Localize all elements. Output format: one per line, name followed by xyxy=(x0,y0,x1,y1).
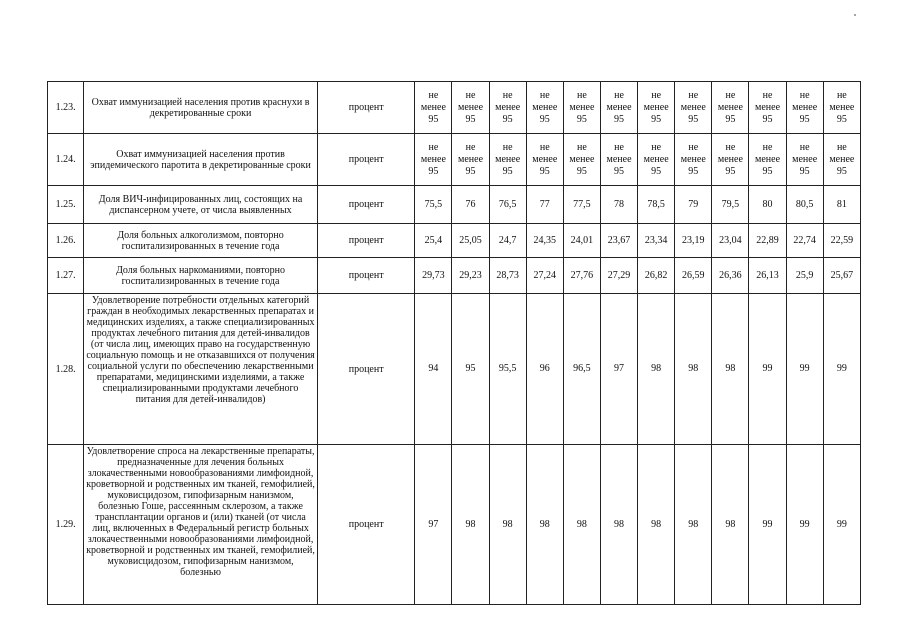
unit-cell: процент xyxy=(317,186,414,224)
value-cell: не менее 95 xyxy=(600,134,637,186)
value-cell: 28,73 xyxy=(489,258,526,294)
value-cell: 80 xyxy=(749,186,786,224)
value-cell: не менее 95 xyxy=(638,82,675,134)
table-body xyxy=(48,82,861,605)
value-cell: 22,59 xyxy=(823,224,860,258)
indicators-table xyxy=(47,81,861,605)
value-cell: не менее 95 xyxy=(489,82,526,134)
value-cell: не менее 95 xyxy=(563,82,600,134)
value-cell: не менее 95 xyxy=(452,134,489,186)
value-cell: не менее 95 xyxy=(749,134,786,186)
table-row xyxy=(48,186,861,224)
row-number: 1.28. xyxy=(48,294,84,445)
value-cell: 27,76 xyxy=(563,258,600,294)
value-cell: 98 xyxy=(712,294,749,445)
value-cell: 98 xyxy=(600,445,637,605)
value-cell: 23,34 xyxy=(638,224,675,258)
value-cell: не менее 95 xyxy=(415,134,452,186)
value-cell: не менее 95 xyxy=(749,82,786,134)
value-cell: не менее 95 xyxy=(638,134,675,186)
value-cell: не менее 95 xyxy=(526,82,563,134)
value-cell: 75,5 xyxy=(415,186,452,224)
value-cell: 23,19 xyxy=(675,224,712,258)
unit-cell: процент xyxy=(317,224,414,258)
unit-cell: процент xyxy=(317,82,414,134)
value-cell: 99 xyxy=(823,294,860,445)
value-cell: 99 xyxy=(786,445,823,605)
value-cell: 78 xyxy=(600,186,637,224)
indicator-name: Охват иммунизацией населения против эпидемического паротита в декретированные сроки xyxy=(84,134,318,186)
value-cell: 98 xyxy=(489,445,526,605)
value-cell: не менее 95 xyxy=(712,134,749,186)
row-number: 1.25. xyxy=(48,186,84,224)
value-cell: 24,35 xyxy=(526,224,563,258)
value-cell: 26,36 xyxy=(712,258,749,294)
value-cell: 99 xyxy=(749,445,786,605)
value-cell: 29,73 xyxy=(415,258,452,294)
unit-cell: процент xyxy=(317,134,414,186)
value-cell: 98 xyxy=(712,445,749,605)
scan-speck xyxy=(854,14,856,16)
unit-cell: процент xyxy=(317,258,414,294)
table-row xyxy=(48,258,861,294)
value-cell: не менее 95 xyxy=(563,134,600,186)
value-cell: не менее 95 xyxy=(415,82,452,134)
value-cell: не менее 95 xyxy=(526,134,563,186)
row-number: 1.26. xyxy=(48,224,84,258)
value-cell: 97 xyxy=(600,294,637,445)
value-cell: 26,13 xyxy=(749,258,786,294)
value-cell: 25,4 xyxy=(415,224,452,258)
value-cell: 23,04 xyxy=(712,224,749,258)
row-number: 1.27. xyxy=(48,258,84,294)
table-row xyxy=(48,294,861,445)
value-cell: не менее 95 xyxy=(823,82,860,134)
value-cell: 96,5 xyxy=(563,294,600,445)
value-cell: 98 xyxy=(638,294,675,445)
value-cell: не менее 95 xyxy=(786,82,823,134)
value-cell: 77,5 xyxy=(563,186,600,224)
value-cell: 22,89 xyxy=(749,224,786,258)
value-cell: 95,5 xyxy=(489,294,526,445)
value-cell: не менее 95 xyxy=(489,134,526,186)
indicator-name: Удовлетворение потребности отдельных категорий граждан в необходимых лекарственных препаратах и медицинских изделиях, а также специализированных продуктах лечебного питания для детей-инвалидов (от числа лиц, имеющих право на государственную социальную помощь и не отказавшихся от получения социальной услуги по обеспечению лекарственными препаратами, медицинскими изделиями, а также специализированными продуктами лечебного питания для детей-инвалидов) xyxy=(84,294,318,445)
table-row xyxy=(48,224,861,258)
value-cell: 25,67 xyxy=(823,258,860,294)
indicator-name: Доля больных алкоголизмом, повторно госпитализированных в течение года xyxy=(84,224,318,258)
row-number: 1.24. xyxy=(48,134,84,186)
value-cell: 23,67 xyxy=(600,224,637,258)
value-cell: 27,24 xyxy=(526,258,563,294)
value-cell: 98 xyxy=(675,294,712,445)
value-cell: 99 xyxy=(749,294,786,445)
value-cell: 76,5 xyxy=(489,186,526,224)
value-cell: 98 xyxy=(563,445,600,605)
value-cell: не менее 95 xyxy=(675,134,712,186)
value-cell: 98 xyxy=(526,445,563,605)
value-cell: 99 xyxy=(823,445,860,605)
value-cell: 79 xyxy=(675,186,712,224)
value-cell: 26,59 xyxy=(675,258,712,294)
value-cell: не менее 95 xyxy=(675,82,712,134)
value-cell: 29,23 xyxy=(452,258,489,294)
row-number: 1.23. xyxy=(48,82,84,134)
value-cell: 76 xyxy=(452,186,489,224)
indicator-name: Доля ВИЧ-инфицированных лиц, состоящих на диспансерном учете, от числа выявленных xyxy=(84,186,318,224)
value-cell: 79,5 xyxy=(712,186,749,224)
indicator-name: Охват иммунизацией населения против краснухи в декретированные сроки xyxy=(84,82,318,134)
value-cell: не менее 95 xyxy=(786,134,823,186)
indicator-name: Доля больных наркоманиями, повторно госпитализированных в течение года xyxy=(84,258,318,294)
value-cell: 96 xyxy=(526,294,563,445)
value-cell: 99 xyxy=(786,294,823,445)
value-cell: 77 xyxy=(526,186,563,224)
table-row xyxy=(48,82,861,134)
value-cell: 98 xyxy=(675,445,712,605)
value-cell: не менее 95 xyxy=(712,82,749,134)
value-cell: 24,01 xyxy=(563,224,600,258)
value-cell: 26,82 xyxy=(638,258,675,294)
unit-cell: процент xyxy=(317,445,414,605)
value-cell: не менее 95 xyxy=(823,134,860,186)
value-cell: 98 xyxy=(452,445,489,605)
value-cell: 78,5 xyxy=(638,186,675,224)
table-row xyxy=(48,445,861,605)
value-cell: 25,05 xyxy=(452,224,489,258)
row-number: 1.29. xyxy=(48,445,84,605)
value-cell: 95 xyxy=(452,294,489,445)
value-cell: 98 xyxy=(638,445,675,605)
value-cell: 80,5 xyxy=(786,186,823,224)
value-cell: 22,74 xyxy=(786,224,823,258)
value-cell: 97 xyxy=(415,445,452,605)
unit-cell: процент xyxy=(317,294,414,445)
table-row xyxy=(48,134,861,186)
value-cell: 27,29 xyxy=(600,258,637,294)
value-cell: не менее 95 xyxy=(600,82,637,134)
value-cell: 25,9 xyxy=(786,258,823,294)
indicator-name: Удовлетворение спроса на лекарственные препараты, предназначенные для лечения больных злокачественными новообразованиями лимфоидной, кроветворной и родственных им тканей, гемофилией, муковисцидозом, гипофизарным нанизмом, болезнью Гоше, рассеянным склерозом, а также трансплантации органов и (или) тканей (от числа лиц, включенных в Федеральный регистр больных злокачественными новообразованиями лимфоидной, кроветворной и родственных им тканей, гемофилией, муковисцидозом, гипофизарным нанизмом, болезнью xyxy=(84,445,318,605)
value-cell: 94 xyxy=(415,294,452,445)
value-cell: 24,7 xyxy=(489,224,526,258)
value-cell: не менее 95 xyxy=(452,82,489,134)
value-cell: 81 xyxy=(823,186,860,224)
